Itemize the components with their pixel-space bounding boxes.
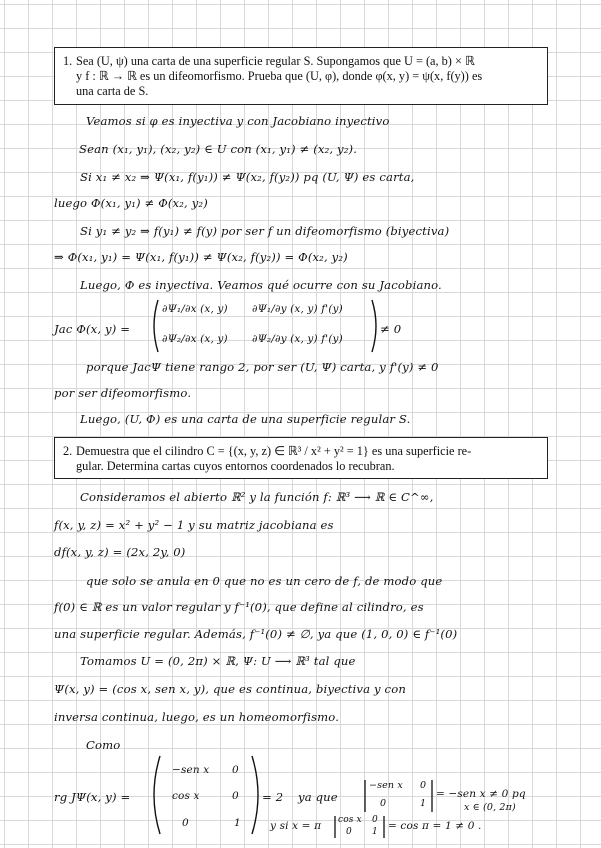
solution-2-line: df(x, y, z) = (2x, 2y, 0) [54,545,186,559]
jacobian-entry: ∂Ψ₂/∂y (x, y) f'(y) [252,333,343,345]
rank-ya-que: ya que [298,790,338,804]
problem-1-line-2: y f : ℝ → ℝ es un difeomorfismo. Prueba que (U, φ), donde φ(x, y) = ψ(x, f(y)) es [76,69,483,83]
solution-2-line: Ψ(x, y) = (cos x, sen x, y), que es continua, biyectiva y con [54,682,406,696]
solution-2-line: que solo se anula en 0 que no es un cero de f, de modo que [86,574,443,588]
rank-matrix-entry: 0 [182,817,189,829]
solution-2-line: f(x, y, z) = x² + y² − 1 y su matriz jacobiana es [54,518,334,532]
det1-result: = −sen x ≠ 0 pq [436,788,526,800]
problem-1-line-3: una carta de S. [76,84,149,98]
solution-1-line: Si x₁ ≠ x₂ ⇒ Ψ(x₁, f(y₁)) ≠ Ψ(x₂, f(y₂)) pq (U, Ψ) es carta, [80,170,415,184]
det1-entry: −sen x [369,780,403,791]
solution-1-line: Si y₁ ≠ y₂ ⇒ f(y₁) ≠ f(y) por ser f un difeomorfismo (biyectiva) [80,224,450,238]
problem-1-number: 1. [63,54,73,68]
rank-matrix-entry: 1 [234,817,241,829]
det2-entry: 0 [346,827,352,837]
jacobian-entry: ∂Ψ₁/∂y (x, y) f'(y) [252,303,343,315]
det1-condition: x ∈ (0, 2π) [464,802,516,813]
rank-equals: = 2 [262,790,284,804]
det1-entry: 0 [420,780,427,791]
rank-matrix-entry: 0 [232,764,239,776]
solution-2-line: inversa continua, luego, es un homeomorfismo. [54,710,340,724]
problem-2-statement [54,437,548,479]
solution-2-line: una superficie regular. Además, f⁻¹(0) ≠ ∅, ya que (1, 0, 0) ∈ f⁻¹(0) [54,627,458,641]
rank-label: rg JΨ(x, y) = [54,790,131,804]
solution-2-line: Como [86,738,121,752]
solution-1-line: Sean (x₁, y₁), (x₂, y₂) ∈ U con (x₁, y₁) ≠ (x₂, y₂). [79,142,358,156]
jacobian-label: Jac Φ(x, y) = [54,322,131,336]
solution-1-line: ⇒ Φ(x₁, y₁) = Ψ(x₁, f(y₁)) ≠ Ψ(x₂, f(y₂)) = Φ(x₂, y₂) [54,250,348,264]
rank-matrix-entry: −sen x [172,764,210,776]
det2-entry: 0 [372,815,378,825]
jacobian-nonzero: ≠ 0 [380,322,402,336]
rank-matrix-entry: 0 [232,790,239,802]
solution-1-line: Veamos si φ es inyectiva y con Jacobiano inyectivo [86,114,390,128]
problem-2-line-2: gular. Determina cartas cuyos entornos coordenados lo recubran. [76,459,395,473]
solution-1-line: luego Φ(x₁, y₁) ≠ Φ(x₂, y₂) [54,196,208,210]
rank-y-si: y si x = π [270,820,322,832]
solution-2-line: Tomamos U = (0, 2π) × ℝ, Ψ: U ⟶ ℝ³ tal que [80,654,356,668]
solution-1-line: Luego, (U, Φ) es una carta de una superficie regular S. [80,412,411,426]
solution-1-line: por ser difeomorfismo. [54,386,192,400]
det1-entry: 0 [380,798,387,809]
problem-2-number: 2. [63,444,73,458]
solution-2-line: Consideramos el abierto ℝ² y la función f: ℝ³ ⟶ ℝ ∈ C^∞, [80,490,434,504]
jacobian-entry: ∂Ψ₂/∂x (x, y) [162,333,228,345]
problem-1-line-1: Sea (U, ψ) una carta de una superficie regular S. Supongamos que U = (a, b) × ℝ [76,54,475,68]
solution-1-line: porque JacΨ tiene rango 2, por ser (U, Ψ) carta, y f'(y) ≠ 0 [86,360,439,374]
det2-result: = cos π = 1 ≠ 0 . [388,820,482,832]
det2-entry: 1 [372,827,378,837]
det1-entry: 1 [420,798,427,809]
jacobian-entry: ∂Ψ₁/∂x (x, y) [162,303,228,315]
rank-matrix-entry: cos x [172,790,200,802]
problem-2-line-1: Demuestra que el cilindro C = {(x, y, z) ∈ ℝ³ / x² + y² = 1} es una superficie re- [76,444,472,458]
solution-1-line: Luego, Φ es inyectiva. Veamos qué ocurre con su Jacobiano. [80,278,442,292]
det2-entry: cos x [338,815,362,825]
solution-2-line: f(0) ∈ ℝ es un valor regular y f⁻¹(0), que define al cilindro, es [54,600,424,614]
